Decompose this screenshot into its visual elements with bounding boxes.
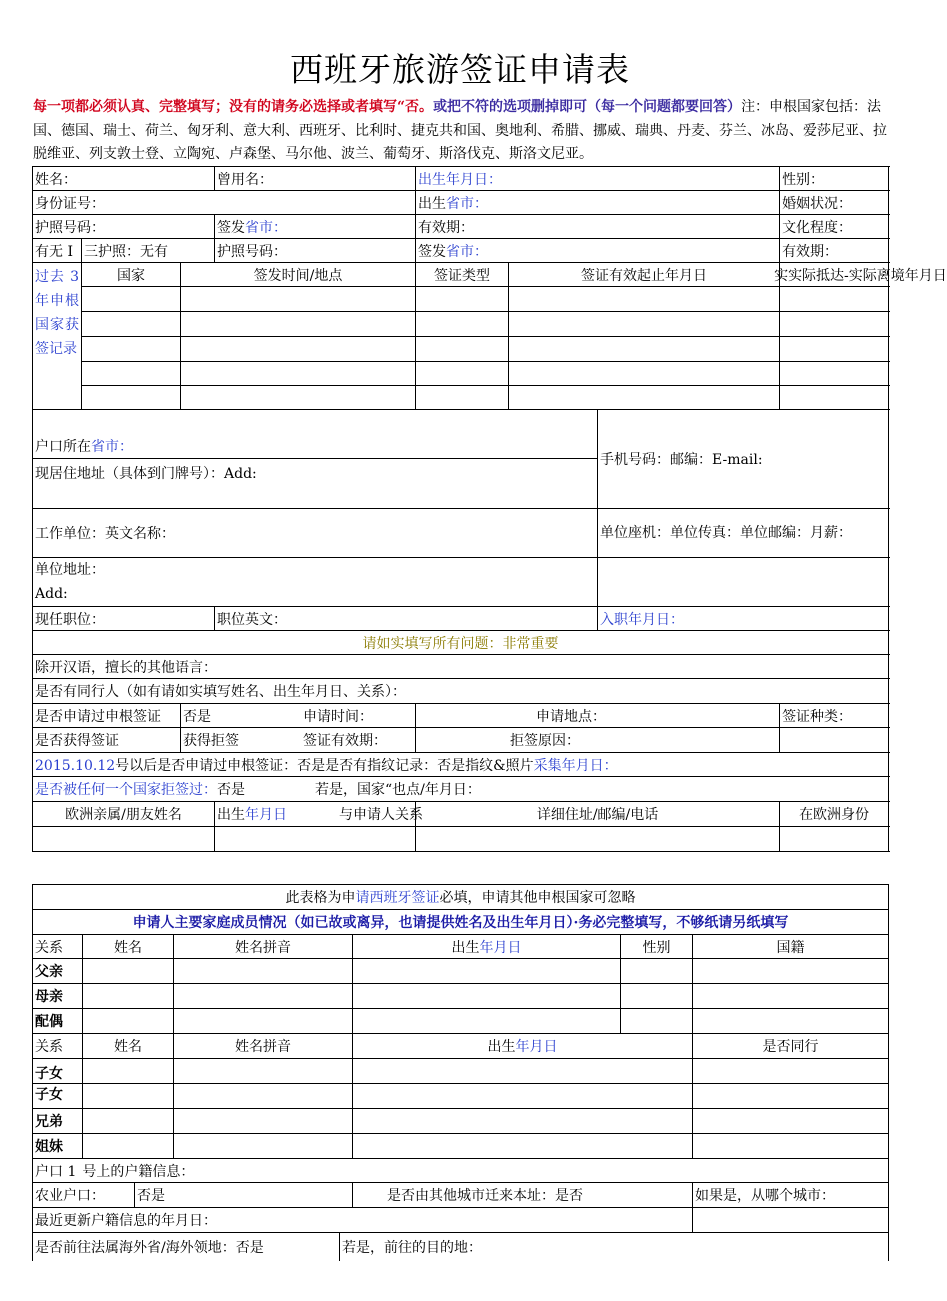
eu-header-status: 在欧洲身份 [780, 802, 889, 827]
family-cell[interactable] [693, 1059, 889, 1084]
obtained-extra-cell[interactable] [780, 728, 889, 753]
visa-type-field[interactable]: 签证种类： [780, 704, 889, 728]
gender-field[interactable]: 性别： [780, 167, 889, 191]
record-cell[interactable] [780, 362, 889, 386]
eu-header-name: 欧洲亲属/朋友姓名 [33, 802, 215, 827]
birth-province-field[interactable] [416, 191, 780, 215]
employer-extra-cell[interactable] [598, 558, 889, 607]
record-cell[interactable] [82, 337, 181, 362]
family-cell[interactable] [174, 984, 353, 1009]
form2-header [33, 885, 889, 910]
form2-header-prefix: 此表格为申 [285, 890, 356, 906]
passport-no2-field[interactable]: 护照号码： [215, 239, 416, 263]
family-header-name: 姓名 [83, 935, 174, 959]
family-row-spouse: 配偶 [33, 1009, 83, 1034]
family-row-child-2: 子女 [33, 1084, 83, 1109]
record-cell[interactable] [82, 312, 181, 337]
migrate-question[interactable]: 是否由其他城市迁来本址：是否 [353, 1183, 693, 1208]
eu-header-relation: 与申请人关系 [339, 807, 424, 823]
record-cell[interactable] [82, 287, 181, 312]
form2-header-link: 请西班牙签证 [355, 890, 440, 906]
issue-place2-field[interactable] [416, 239, 780, 263]
issue-place-field[interactable] [215, 215, 416, 239]
employer-address-add: Add: [35, 586, 68, 602]
applied-question: 是否申请过申根签证 [33, 704, 181, 728]
refused-place-date: 也点/年月日： [392, 782, 481, 798]
migrate-city[interactable]: 如果是，从哪个城市： [693, 1183, 889, 1208]
family-header-relation: 关系 [33, 935, 83, 959]
record-cell[interactable] [416, 386, 509, 410]
valid-until2-field[interactable]: 有效期： [780, 239, 889, 263]
position-field[interactable]: 现任职位： [33, 607, 215, 631]
eu-cell[interactable] [416, 827, 780, 852]
id-number-field[interactable]: 身份证号： [33, 191, 416, 215]
record-cell[interactable] [509, 386, 780, 410]
overseas-destination[interactable]: 若是，前往的目的地： [340, 1233, 889, 1261]
record-cell[interactable] [82, 362, 181, 386]
intro-warning-red: 每一项都必须认真、完整填写；没有的请务必选择或者填写“否。 [33, 99, 434, 115]
eu-header-birth: 年月日 [245, 807, 288, 823]
record-header-valid-dates: 签证有效起止年月日 [509, 263, 780, 287]
family-cell[interactable] [174, 1109, 353, 1134]
overseas-question[interactable]: 是否前往法属海外省/海外领地：否是 [33, 1233, 340, 1261]
family-cell[interactable] [353, 1134, 693, 1159]
family-cell[interactable] [83, 1134, 174, 1159]
record-header-visa-type: 签证类型 [416, 263, 509, 287]
family-cell[interactable] [621, 959, 693, 984]
family-cell[interactable] [83, 1059, 174, 1084]
record-cell[interactable] [416, 337, 509, 362]
birth-province-prefix: 出生 [418, 195, 447, 212]
hukou-label: 省市： [91, 439, 133, 455]
applied-answer-options: 否是 [183, 708, 211, 725]
family-cell[interactable] [693, 1009, 889, 1034]
education-field[interactable]: 文化程度： [780, 215, 889, 239]
employer-address-label: 单位地址： [35, 562, 105, 578]
family-header-pinyin: 姓名拼音 [174, 935, 353, 959]
issue-place2-label: 省市： [446, 243, 489, 260]
family-row-mother: 母亲 [33, 984, 83, 1009]
refuse-reason[interactable]: 拒签原因： [416, 728, 780, 753]
family-cell[interactable] [174, 1134, 353, 1159]
latest-update-field[interactable]: 最近更新户籍信息的年月日： [33, 1208, 693, 1233]
passport-no-field[interactable]: 护照号码： [33, 215, 215, 239]
obtained-question: 是否获得签证 [33, 728, 181, 753]
family-row-sister: 姐妹 [33, 1134, 83, 1159]
family-header-gender: 性别 [621, 935, 693, 959]
join-date-field[interactable]: 入职年月日： [598, 607, 889, 631]
record-cell[interactable] [181, 362, 416, 386]
family2-header-relation: 关系 [33, 1034, 83, 1059]
issue-place-label: 省市： [245, 219, 288, 236]
family-header-birth [353, 935, 621, 959]
refused-question: 是否被任何一个国家拒签过： [35, 782, 217, 798]
record-cell[interactable] [416, 362, 509, 386]
companions-field[interactable]: 是否有同行人（如有请如实填写姓名、出生年月日、关系）： [33, 679, 889, 704]
issue-place-prefix: 签发 [217, 219, 246, 236]
family-cell[interactable] [353, 984, 621, 1009]
family-cell[interactable] [621, 984, 693, 1009]
schengen-record-label: 过去 3 年申根国家获签记录 [33, 263, 82, 410]
record-cell[interactable] [181, 312, 416, 337]
applied-time: 申请时间： [303, 708, 373, 725]
intro-warning-blue: 或把不符的选项删掉即可（每一个问题都要回答） [433, 99, 742, 115]
family2-header-pinyin: 姓名拼音 [174, 1034, 353, 1059]
family2-header-name: 姓名 [83, 1034, 174, 1059]
valid-until-field[interactable]: 有效期： [416, 215, 780, 239]
family-cell[interactable] [174, 1084, 353, 1109]
family-cell[interactable] [174, 1009, 353, 1034]
employer-field[interactable]: 工作单位：英文名称： [33, 509, 598, 558]
family-title: 申请人主要家庭成员情况（如已故或离异，也请提供姓名及出生年月日）·务必完整填写，不够纸请另纸填写 [33, 910, 889, 935]
family-header-nationality: 国籍 [693, 935, 889, 959]
record-header-prefix: 实 [774, 267, 789, 284]
issue-place2-prefix: 签发 [418, 243, 447, 260]
fingerprint-tail: 采集年月日： [533, 757, 618, 774]
family-cell[interactable] [621, 1009, 693, 1034]
family-cell[interactable] [83, 959, 174, 984]
family-cell[interactable] [693, 1134, 889, 1159]
record-cell[interactable] [416, 312, 509, 337]
fingerprint-field[interactable] [33, 753, 889, 777]
record-cell[interactable] [509, 287, 780, 312]
family-row-brother: 兄弟 [33, 1109, 83, 1134]
important-notice: 请如实填写所有问题：非常重要 [33, 631, 889, 655]
record-cell[interactable] [509, 362, 780, 386]
application-form-main [32, 166, 947, 852]
agri-question: 农业户口： [33, 1183, 135, 1208]
eu-cell[interactable] [780, 827, 889, 852]
hukou-info-field[interactable] [33, 1159, 889, 1183]
agri-answer[interactable]: 否是 [135, 1183, 353, 1208]
applied-place[interactable]: 申请地点： [416, 704, 780, 728]
intro-note: 注：申根国家包括：法国、德国、瑞士、荷兰、匈牙利、意大利、西班牙、比利时、捷克共和国、奥地利、希腊、挪威、瑞典、丹麦、芬兰、冰岛、爱莎尼亚、拉脱维亚、列支敦士登、立陶宛、卢森堡、马尔他、波兰、葡萄牙、斯洛伐克、斯洛文尼亚。 [33, 99, 887, 162]
record-cell[interactable] [509, 312, 780, 337]
family-cell[interactable] [693, 1109, 889, 1134]
page-title: 西班牙旅游签证申请表 [290, 50, 630, 89]
obtained-answer[interactable] [181, 728, 416, 753]
eu-cell[interactable] [33, 827, 215, 852]
form2-header-suffix: 必填，申请其他申根国家可忽略 [439, 890, 636, 906]
family-row-father: 父亲 [33, 959, 83, 984]
intro-notice [33, 96, 888, 167]
family-cell[interactable] [83, 1109, 174, 1134]
employer-contact-field[interactable]: 单位座机：单位传真：单位邮编：月薪： [598, 509, 889, 558]
family2-header-birth-date: 年月日 [515, 1039, 558, 1055]
applied-answer[interactable] [181, 704, 416, 728]
family-cell[interactable] [353, 959, 621, 984]
hukou-prefix: 户口所在 [35, 439, 91, 455]
hukou-field[interactable] [33, 410, 598, 459]
eu-header-address: 详细住址/邮编/电话 [416, 802, 780, 827]
family2-header-together: 是否同行 [693, 1034, 889, 1059]
refused-answer: 否是 [217, 782, 245, 798]
record-header-country: 国家 [82, 263, 181, 287]
other-passport-question: 有无 I [33, 239, 82, 263]
family-cell[interactable] [353, 1059, 693, 1084]
record-cell[interactable] [509, 337, 780, 362]
family-header-birth-date: 年月日 [479, 939, 522, 956]
family-cell[interactable] [693, 984, 889, 1009]
record-cell[interactable] [780, 287, 889, 312]
name-field[interactable]: 姓名： [33, 167, 215, 191]
family2-header-birth [353, 1034, 693, 1059]
family-cell[interactable] [174, 959, 353, 984]
record-header-actual-dates-text: 实际抵达-实际离境年月日 [788, 267, 947, 284]
family-cell[interactable] [83, 1009, 174, 1034]
family-cell[interactable] [353, 1009, 621, 1034]
record-cell[interactable] [780, 312, 889, 337]
family-cell[interactable] [353, 1109, 693, 1134]
family-cell[interactable] [174, 1059, 353, 1084]
refused-country: 若是，国家“ [315, 782, 393, 798]
record-cell[interactable] [416, 287, 509, 312]
latest-update-extra[interactable] [693, 1208, 889, 1233]
obtained-answer-options: 获得拒签 [183, 733, 239, 749]
former-name-field[interactable]: 曾用名： [215, 167, 416, 191]
fingerprint-text: 号以后是否申请过申根签证：否是是否有指纹记录：否是指纹&照片 [115, 757, 534, 774]
record-cell[interactable] [780, 337, 889, 362]
employer-address-field[interactable] [33, 558, 598, 607]
obtained-valid: 签证有效期： [303, 733, 387, 749]
family2-header-birth-prefix: 出生 [487, 1039, 516, 1055]
refused-field[interactable] [33, 777, 889, 802]
record-cell[interactable] [181, 386, 416, 410]
contact-field[interactable]: 手机号码：邮编：E-mail: [598, 410, 889, 509]
family-cell[interactable] [353, 1084, 693, 1109]
other-passport-answer[interactable]: 三护照：无有 [82, 239, 215, 263]
eu-header-birth-relation [215, 802, 424, 827]
family-cell[interactable] [83, 1084, 174, 1109]
family-cell[interactable] [693, 1084, 889, 1109]
family-row-child-1: 子女 [33, 1059, 83, 1084]
eu-cell[interactable] [215, 827, 416, 852]
record-cell[interactable] [780, 386, 889, 410]
birth-province-label: 省市： [446, 195, 489, 212]
family-cell[interactable] [83, 984, 174, 1009]
marital-field[interactable]: 婚姻状况： [780, 191, 889, 215]
position-en-field[interactable]: 职位英文： [215, 607, 598, 631]
record-header-actual-dates [774, 263, 947, 287]
hukou-info-label-b: 号上的户籍信息： [82, 1163, 195, 1180]
birth-date-field[interactable]: 出生年月日： [416, 167, 780, 191]
fingerprint-date: 2015.10.12 [35, 757, 116, 774]
record-cell[interactable] [181, 337, 416, 362]
record-cell[interactable] [181, 287, 416, 312]
eu-header-birth-prefix: 出生 [217, 807, 246, 823]
family-cell[interactable] [693, 959, 889, 984]
hukou-info-label: 户口 1 [35, 1163, 77, 1180]
family-header-birth-prefix: 出生 [451, 939, 480, 956]
current-address-field[interactable]: 现居住地址（具体到门牌号）：Add: [33, 459, 598, 509]
record-header-issue-time: 签发时间/地点 [181, 263, 416, 287]
spain-family-form [32, 884, 889, 1261]
record-cell[interactable] [82, 386, 181, 410]
languages-field[interactable]: 除开汉语，擅长的其他语言： [33, 655, 889, 679]
